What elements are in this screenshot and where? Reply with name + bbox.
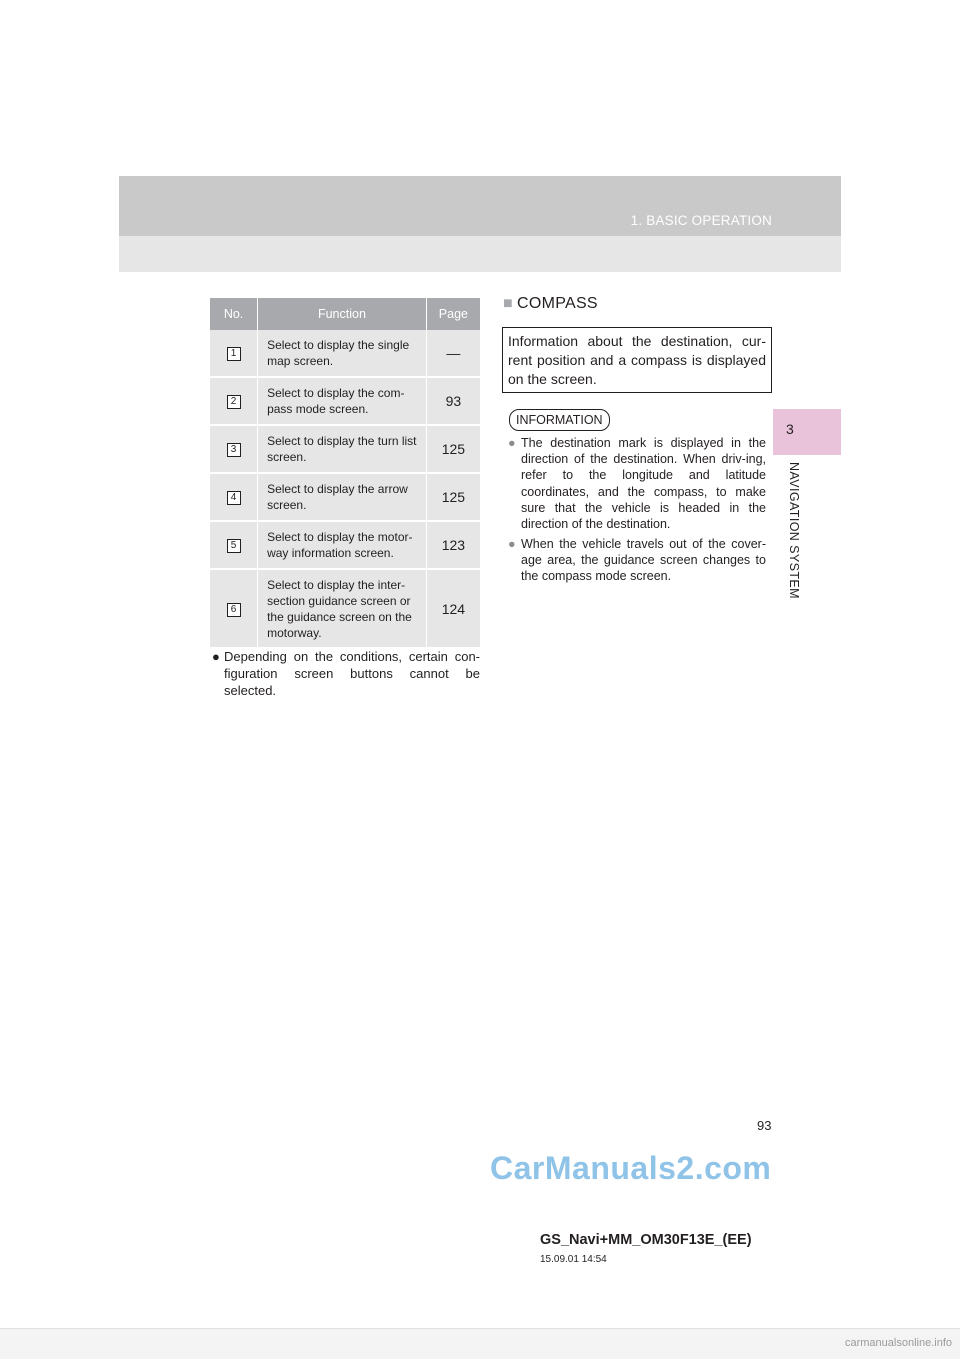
table-row bbox=[210, 569, 480, 648]
col-header-no: No. bbox=[210, 298, 258, 330]
bullet-note bbox=[212, 648, 480, 699]
section-title: 1. BASIC OPERATION bbox=[630, 213, 772, 228]
page-cell: 124 bbox=[426, 569, 480, 648]
col-header-page: Page bbox=[426, 298, 480, 330]
function-cell: Select to display the arrow screen. bbox=[258, 473, 427, 521]
function-table bbox=[210, 298, 480, 649]
page-cell: 125 bbox=[426, 425, 480, 473]
bullet-icon: ● bbox=[212, 649, 220, 664]
number-box: 2 bbox=[227, 395, 241, 409]
note-text: Depending on the conditions, certain con-figuration screen buttons cannot be selected. bbox=[224, 649, 480, 698]
information-badge: INFORMATION bbox=[509, 409, 610, 431]
page-cell: 123 bbox=[426, 521, 480, 569]
square-marker-icon: ■ bbox=[503, 295, 513, 312]
document-code: GS_Navi+MM_OM30F13E_(EE) bbox=[540, 1232, 752, 1248]
number-box: 5 bbox=[227, 539, 241, 553]
footer-link[interactable]: carmanualsonline.info bbox=[844, 1337, 952, 1349]
page-cell: 125 bbox=[426, 473, 480, 521]
table-row bbox=[210, 330, 480, 377]
header-subband bbox=[119, 236, 841, 272]
document-date: 15.09.01 14:54 bbox=[540, 1254, 607, 1265]
compass-heading bbox=[503, 295, 598, 313]
table-row bbox=[210, 377, 480, 425]
compass-description-box: Information about the destination, cur-rent position and a compass is displayed on the screen. bbox=[502, 327, 772, 393]
chapter-number: 3 bbox=[786, 421, 794, 437]
information-text: When the vehicle travels out of the cover-age area, the guidance screen changes to the compass mode screen. bbox=[521, 537, 766, 584]
function-cell: Select to display the com-pass mode screen. bbox=[258, 377, 427, 425]
table-row bbox=[210, 473, 480, 521]
information-item bbox=[508, 536, 766, 585]
function-cell: Select to display the single map screen. bbox=[258, 330, 427, 377]
number-box: 4 bbox=[227, 491, 241, 505]
number-box: 3 bbox=[227, 443, 241, 457]
chapter-title: NAVIGATION SYSTEM bbox=[787, 462, 801, 599]
col-header-function: Function bbox=[258, 298, 427, 330]
page-cell: 93 bbox=[426, 377, 480, 425]
information-text: The destination mark is displayed in the direction of the destination. When driv-ing, refer to the longitude and latitude coordinates, and the compass, to make sure that the vehicle is headed in the direction of the destination. bbox=[521, 436, 766, 532]
table-row bbox=[210, 425, 480, 473]
table-row bbox=[210, 521, 480, 569]
watermark-logo: CarManuals2.com bbox=[490, 1150, 772, 1186]
chapter-tab bbox=[773, 409, 841, 455]
compass-title: COMPASS bbox=[516, 295, 598, 312]
number-box: 1 bbox=[227, 347, 241, 361]
bullet-icon: ● bbox=[508, 436, 516, 450]
function-cell: Select to display the motor-way information screen. bbox=[258, 521, 427, 569]
page-number: 93 bbox=[757, 1118, 772, 1133]
page-cell: — bbox=[426, 330, 480, 377]
information-item bbox=[508, 435, 766, 532]
footer-strip bbox=[0, 1328, 960, 1359]
bullet-icon: ● bbox=[508, 537, 516, 551]
number-box: 6 bbox=[227, 603, 241, 617]
function-cell: Select to display the turn list screen. bbox=[258, 425, 427, 473]
function-cell: Select to display the inter-section guidance screen or the guidance screen on the motorway. bbox=[258, 569, 427, 648]
